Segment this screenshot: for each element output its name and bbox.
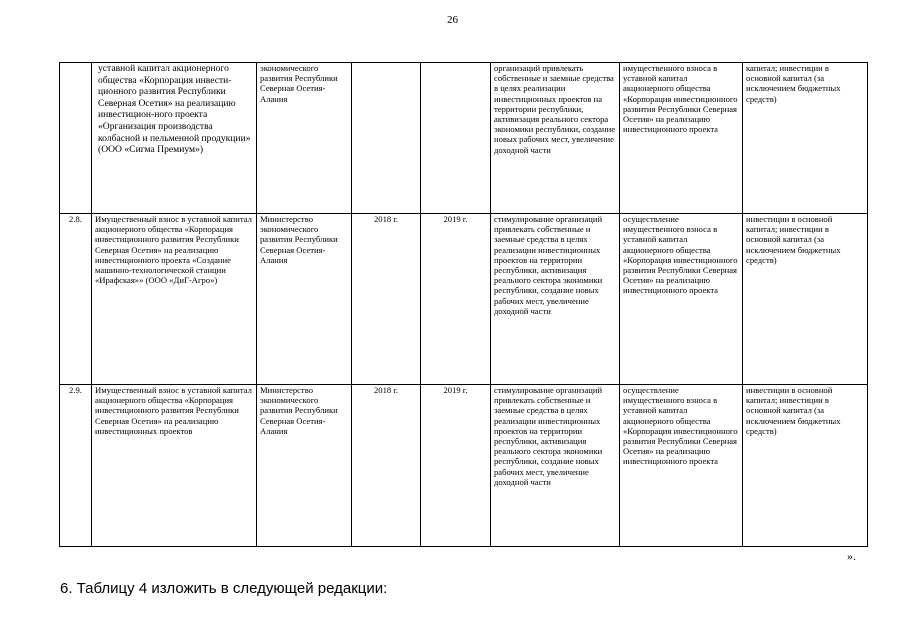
- end-year: 2019 г.: [421, 385, 491, 547]
- table-row: [60, 63, 868, 214]
- row-number: 2.8.: [60, 214, 92, 385]
- main-directions: имущественного взноса в уставной капитал акционерного общества «Корпорация инвестиционного развития Республики Северная Осетия» на реализацию инвестиционного проекта: [620, 63, 743, 214]
- table-row: [60, 385, 868, 547]
- responsible-ministry: Министерство экономического развития Республики Северная Осетия-Алания: [257, 214, 352, 385]
- page-number: 26: [447, 14, 458, 26]
- main-directions: осуществление имущественного взноса в уставной капитал акционерного общества «Корпорация инвестиционного развития Республики Северная Осетия» на реализацию инвестиционного проекта: [620, 385, 743, 547]
- main-directions: осуществление имущественного взноса в уставной капитал акционерного общества «Корпорация инвестиционного развития Республики Северная Осетия» на реализацию инвестиционного проекта: [620, 214, 743, 385]
- amendment-instruction: 6. Таблицу 4 изложить в следующей редакции:: [60, 580, 388, 597]
- measure-name: Имущественный взнос в уставной капитал акционерного общества «Корпорация инвестиционного развития Республики Северная Осетия» на реализацию инвестиционного проекта «Создание машинно-технологической станции «Ирафская»» (ООО «ДиГ-Агро»): [92, 214, 257, 385]
- expected-result: организаций привлекать собственные и заемные средства в целях реализации инвестиционных проектов на территории республики, активизация реального сектора экономики республики, создание новых рабочих мест, увеличение доходной части: [491, 63, 620, 214]
- start-year: [352, 63, 421, 214]
- responsible-ministry: экономического развития Республики Северная Осетия-Алания: [257, 63, 352, 214]
- end-year: 2019 г.: [421, 214, 491, 385]
- row-number: 2.9.: [60, 385, 92, 547]
- end-year: [421, 63, 491, 214]
- expected-result: стимулирование организаций привлекать собственные и заемные средства в целях реализации инвестиционных проектов на территории республики, активизация реального сектора экономики республики, создание новых рабочих мест, увеличение доходной части: [491, 214, 620, 385]
- row-number: [60, 63, 92, 214]
- expected-result: стимулирование организаций привлекать собственные и заемные средства в целях реализации инвестиционных проектов на территории республики, активизация реального сектора экономики республики, создание новых рабочих мест, увеличение доходной части: [491, 385, 620, 547]
- measure-name: уставной капитал акционерного общества «Корпорация инвести-ционного развития Республики Северная Осетия» на реализацию инвестицион-ного проекта «Организация производства колбасной и пельменной продукции» (ООО «Сигма Премиум»): [92, 63, 257, 214]
- table-row: [60, 214, 868, 385]
- start-year: 2018 г.: [352, 385, 421, 547]
- measures-table: [59, 62, 868, 547]
- indicators: капитал; инвестиции в основной капитал (за исключением бюджетных средств): [743, 63, 868, 214]
- closing-quote: ».: [847, 549, 856, 563]
- indicators: инвестиции в основной капитал; инвестиции в основной капитал (за исключением бюджетных средств): [743, 214, 868, 385]
- responsible-ministry: Министерство экономического развития Республики Северная Осетия-Алания: [257, 385, 352, 547]
- start-year: 2018 г.: [352, 214, 421, 385]
- indicators: инвестиции в основной капитал; инвестиции в основной капитал (за исключением бюджетных средств): [743, 385, 868, 547]
- measure-name: Имущественный взнос в уставной капитал акционерного общества «Корпорация инвестиционного развития Республики Северная Осетия» на реализацию инвестиционных проектов: [92, 385, 257, 547]
